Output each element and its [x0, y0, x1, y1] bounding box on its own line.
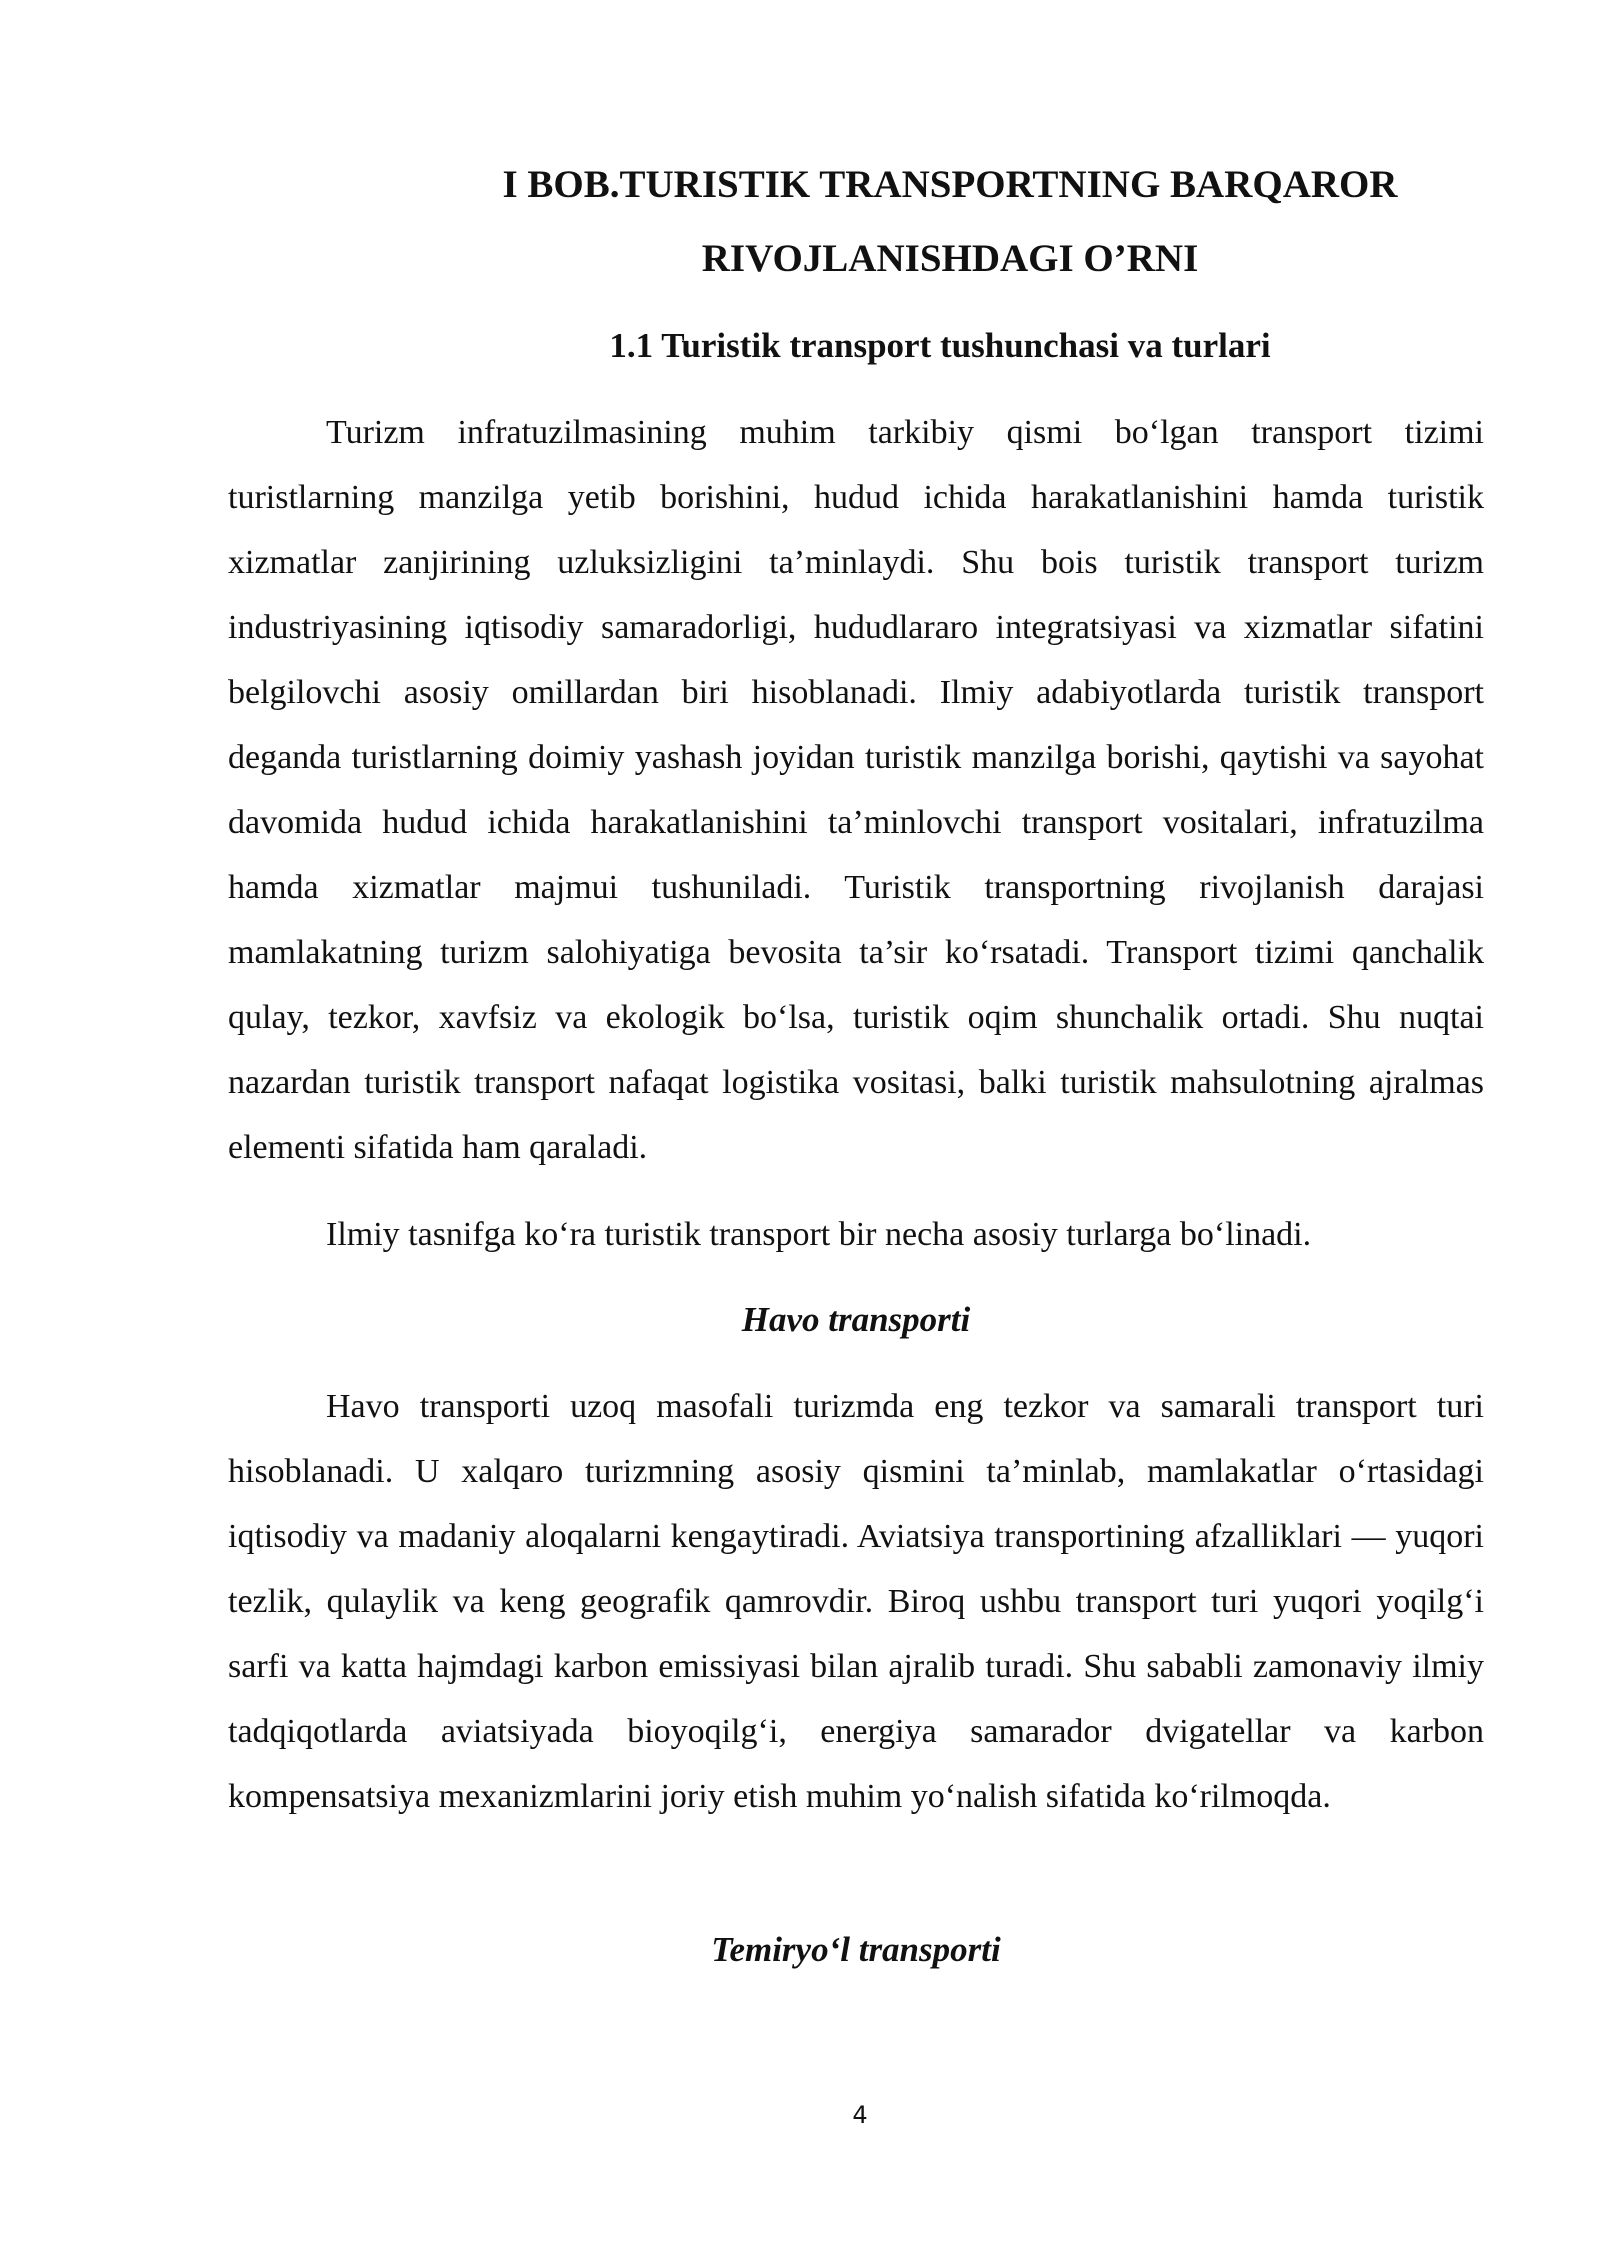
- chapter-title-line-2: RIVOJLANISHDAGI O’RNI: [701, 237, 1199, 280]
- air-transport-heading: Havo transporti: [741, 1300, 971, 1339]
- classification-paragraph: Ilmiy tasnifga ko‘ra turistik transport bir necha asosiy turlarga bo‘linadi.: [326, 1216, 1312, 1253]
- chapter-title: [400, 148, 1500, 296]
- rail-transport-heading: Temiryo‘l transporti: [711, 1930, 1001, 1969]
- intro-paragraph-block: [228, 400, 1484, 1180]
- classification-paragraph-block: [228, 1202, 1484, 1267]
- intro-paragraph: Turizm infratuzilmasining muhim tarkibiy qismi bo‘lgan transport tizimi turistlarning manzilga yetib borishini, hudud ichida harakatlanishini hamda turistik xizmatlar zanjirining uzluksizligini ta’minlaydi. Shu bois turistik transport turizm industriyasining iqtisodiy samaradorligi, hududlararo integratsiyasi va xizmatlar sifatini belgilovchi asosiy omillardan biri hisoblanadi. Ilmiy adabiyotlarda turistik transport deganda turistlarning doimiy yashash joyidan turistik manzilga borishi, qaytishi va sayohat davomida hudud ichida harakatlanishini ta’minlovchi transport vositalari, infratuzilma hamda xizmatlar majmui tushuniladi. Turistik transportning rivojlanish darajasi mamlakatning turizm salohiyatiga bevosita ta’sir ko‘rsatadi. Transport tizimi qanchalik qulay, tezkor, xavfsiz va ekologik bo‘lsa, turistik oqim shunchalik ortadi. Shu nuqtai nazardan turistik transport nafaqat logistika vositasi, balki turistik mahsulotning ajralmas elementi sifatida ham qaraladi.: [228, 414, 1484, 1166]
- air-transport-paragraph-block: [228, 1374, 1484, 1829]
- air-transport-paragraph: Havo transporti uzoq masofali turizmda eng tezkor va samarali transport turi hisoblanadi. U xalqaro turizmning asosiy qismini ta’minlab, mamlakatlar o‘rtasidagi iqtisodiy va madaniy aloqalarni kengaytiradi. Aviatsiya transportining afzalliklari — yuqori tezlik, qulaylik va keng geografik qamrovdir. Biroq ushbu transport turi yuqori yoqilg‘i sarfi va katta hajmdagi karbon emissiyasi bilan ajralib turadi. Shu sababli zamonaviy ilmiy tadqiqotlarda aviatsiyada bioyoqilg‘i, energiya samarador dvigatellar va karbon kompensatsiya mexanizmlarini joriy etish muhim yo‘nalish sifatida ko‘rilmoqda.: [228, 1388, 1484, 1815]
- page-number: 4: [852, 2101, 868, 2129]
- section-title: 1.1 Turistik transport tushunchasi va turlari: [609, 326, 1271, 365]
- chapter-title-line-1: I BOB.TURISTIK TRANSPORTNING BARQAROR: [502, 163, 1398, 206]
